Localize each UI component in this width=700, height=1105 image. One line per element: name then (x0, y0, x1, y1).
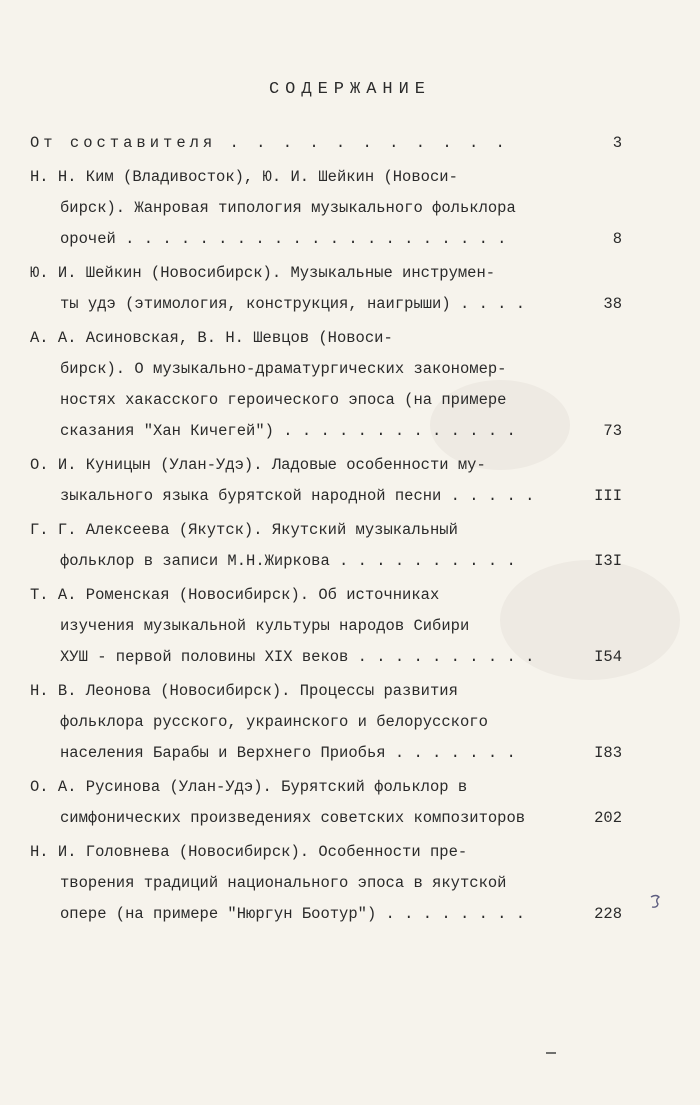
toc-entry-line: ностях хакасского героического эпоса (на примере (60, 391, 507, 409)
toc-entry-line: А. А. Асиновская, В. Н. Шевцов (Новоси- (30, 329, 393, 347)
toc-entry (30, 676, 630, 769)
toc-entry-line: фольклора русского, украинского и белорусского (60, 713, 488, 731)
toc-entry-line: ХУШ - первой половины XIX веков . . . . . . . . . . (60, 648, 535, 666)
toc-entry (30, 580, 630, 673)
toc-entry-line: опере (на примере "Нюргун Боотур") . . . . . . . . (60, 905, 526, 923)
toc-entry (30, 837, 630, 930)
toc-entry-line: Г. Г. Алексеева (Якутск). Якутский музыкальный (30, 521, 458, 539)
toc-entry (30, 258, 630, 320)
toc-page-number: I54 (594, 648, 622, 666)
toc-entry-line: сказания "Хан Кичегей") . . . . . . . . . . . . . (60, 422, 516, 440)
toc-entry-line: зыкального языка бурятской народной песни . . . . . (60, 487, 535, 505)
toc-page-number: 73 (603, 422, 622, 440)
contents-heading: СОДЕРЖАНИЕ (268, 80, 432, 99)
toc-page-number: I83 (594, 744, 622, 762)
toc-page-number: III (594, 487, 622, 505)
toc-page-number: I3I (594, 552, 622, 570)
toc-entry-foreword (30, 128, 630, 159)
toc-page-number: 228 (594, 905, 622, 923)
toc-entry-line: Ю. И. Шейкин (Новосибирск). Музыкальные инструмен- (30, 264, 496, 282)
pencil-mark-icon (648, 893, 662, 911)
toc-entry-line: ты удэ (этимология, конструкция, наигрыши) . . . . (60, 295, 526, 313)
toc-entry-line: От составителя . . . . . . . . . . . (30, 134, 509, 152)
toc-entry-line: Н. Н. Ким (Владивосток), Ю. И. Шейкин (Новоси- (30, 168, 458, 186)
toc-entry-line: О. А. Русинова (Улан-Удэ). Бурятский фольклор в (30, 778, 468, 796)
toc-page-number: 3 (612, 134, 622, 152)
toc-entry-line: изучения музыкальной культуры народов Сибири (60, 617, 470, 635)
toc-entry-line: бирск). О музыкально-драматургических закономер- (60, 360, 507, 378)
toc-entry-line: Н. В. Леонова (Новосибирск). Процессы развития (30, 682, 458, 700)
toc-entry-line: творения традиций национального эпоса в якутской (60, 874, 507, 892)
toc-page-number: 202 (594, 809, 622, 827)
toc-entry (30, 162, 630, 255)
toc-entry-line: населения Барабы и Верхнего Приобья . . . . . . . (60, 744, 516, 762)
toc-entry-line: орочей . . . . . . . . . . . . . . . . . . . . . (60, 230, 507, 248)
toc-entry (30, 772, 630, 834)
toc-entry-line: Т. А. Роменская (Новосибирск). Об источниках (30, 586, 440, 604)
table-of-contents (30, 128, 630, 933)
toc-entry-line: Н. И. Головнева (Новосибирск). Особенности пре- (30, 843, 468, 861)
toc-page-number: 38 (603, 295, 622, 313)
toc-entry-line: бирск). Жанровая типология музыкального фольклора (60, 199, 516, 217)
toc-page-number: 8 (612, 230, 622, 248)
toc-entry (30, 323, 630, 447)
toc-entry-line: О. И. Куницын (Улан-Удэ). Ладовые особенности му- (30, 456, 486, 474)
toc-entry-line: симфонических произведениях советских композиторов (60, 809, 526, 827)
toc-entry (30, 450, 630, 512)
ink-dot-icon (545, 1050, 557, 1056)
toc-entry-line: фольклор в записи М.Н.Жиркова . . . . . . . . . . (60, 552, 516, 570)
toc-entry (30, 515, 630, 577)
